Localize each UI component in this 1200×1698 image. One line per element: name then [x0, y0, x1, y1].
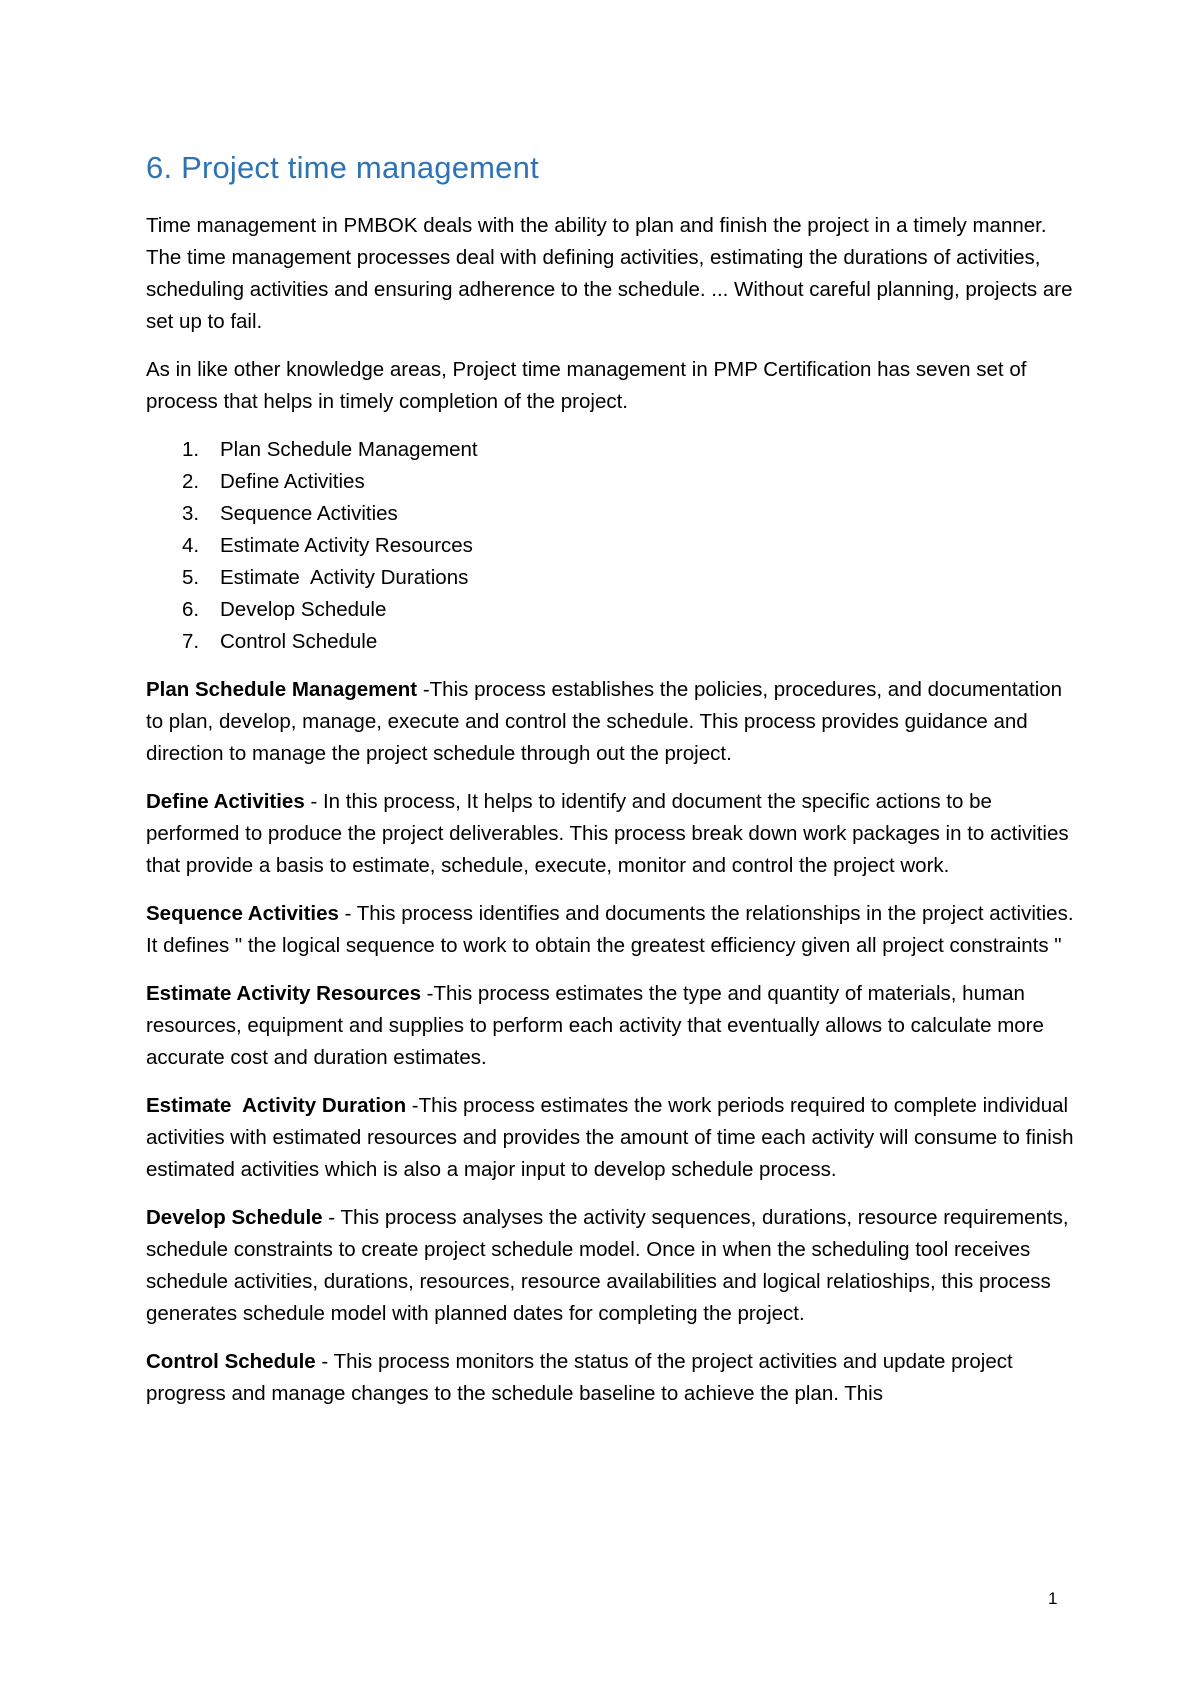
description-text: - In this process, It helps to identify and document the specific actions to be performed to produce the project deliverables. This process break down work packages in to activities that provide a basis to estimate, schedule, execute, monitor and control the project work. — [146, 790, 1069, 877]
description-term: Plan Schedule Management — [146, 678, 418, 701]
list-item-number: 2. — [182, 470, 200, 493]
description-term: Estimate Activity Resources — [146, 982, 421, 1005]
intro-paragraph-1: Time management in PMBOK deals with the ability to plan and finish the project in a timely manner. The time management processes deal with defining activities, estimating the durations of activities, scheduling activities and ensuring adherence to the schedule. ... Without careful planning, projects are set up to fail. — [146, 214, 1073, 333]
description-term: Develop Schedule — [146, 1206, 323, 1229]
list-item-label: Sequence Activities — [220, 502, 398, 525]
description-estimate-activity-resources — [146, 978, 1076, 1074]
list-item-label: Plan Schedule Management — [220, 438, 478, 461]
list-item-number: 4. — [182, 534, 200, 557]
description-control-schedule — [146, 1346, 1076, 1410]
description-text: -This process estimates the work periods required to complete individual activities with estimated resources and provides the amount of time each activity will consume to finish estimated activities which is also a major input to develop schedule process. — [146, 1094, 1074, 1181]
description-estimate-activity-duration — [146, 1090, 1076, 1186]
list-item — [182, 594, 1076, 626]
list-item — [182, 530, 1076, 562]
list-item — [182, 626, 1076, 658]
description-term: Sequence Activities — [146, 902, 339, 925]
description-sequence-activities — [146, 898, 1076, 962]
list-item-number: 3. — [182, 502, 200, 525]
list-item-label: Estimate Activity Durations — [220, 566, 469, 589]
list-item — [182, 498, 1076, 530]
list-item — [182, 562, 1076, 594]
intro-paragraph-2: As in like other knowledge areas, Project time management in PMP Certification has seven set of process that helps in timely completion of the project. — [146, 358, 1027, 413]
description-develop-schedule — [146, 1202, 1076, 1330]
description-text: - This process analyses the activity sequences, durations, resource requirements, schedule constraints to create project schedule model. Once in when the scheduling tool receives schedule activities, durations, resources, resource availabilities and logical relatioships, this process generates schedule model with planned dates for completing the project. — [146, 1206, 1069, 1325]
description-term: Define Activities — [146, 790, 305, 813]
description-plan-schedule-management — [146, 674, 1076, 770]
document-page — [146, 148, 1076, 1426]
description-define-activities — [146, 786, 1076, 882]
description-text: -This process estimates the type and quantity of materials, human resources, equipment and supplies to perform each activity that eventually allows to calculate more accurate cost and duration estimates. — [146, 982, 1044, 1069]
list-item-label: Estimate Activity Resources — [220, 534, 473, 557]
description-text: - This process monitors the status of the project activities and update project progress and manage changes to the schedule baseline to achieve the plan. This — [146, 1350, 1013, 1405]
description-text: - This process identifies and documents the relationships in the project activities. It defines " the logical sequence to work to obtain the greatest efficiency given all project constraints " — [146, 902, 1074, 957]
list-item-number: 5. — [182, 566, 200, 589]
list-item-label: Define Activities — [220, 470, 365, 493]
description-text: -This process establishes the policies, procedures, and documentation to plan, develop, manage, execute and control the schedule. This process provides guidance and direction to manage the project schedule through out the project. — [146, 678, 1063, 765]
process-list — [146, 434, 1076, 658]
list-item-label: Control Schedule — [220, 630, 378, 653]
list-item — [182, 434, 1076, 466]
list-item — [182, 466, 1076, 498]
list-item-label: Develop Schedule — [220, 598, 387, 621]
description-term: Estimate Activity Duration — [146, 1094, 407, 1117]
section-heading: 6. Project time management — [146, 150, 539, 185]
description-term: Control Schedule — [146, 1350, 316, 1373]
list-item-number: 7. — [182, 630, 200, 653]
page-number: 1 — [1048, 1589, 1058, 1608]
list-item-number: 6. — [182, 598, 200, 621]
list-item-number: 1. — [182, 438, 200, 461]
